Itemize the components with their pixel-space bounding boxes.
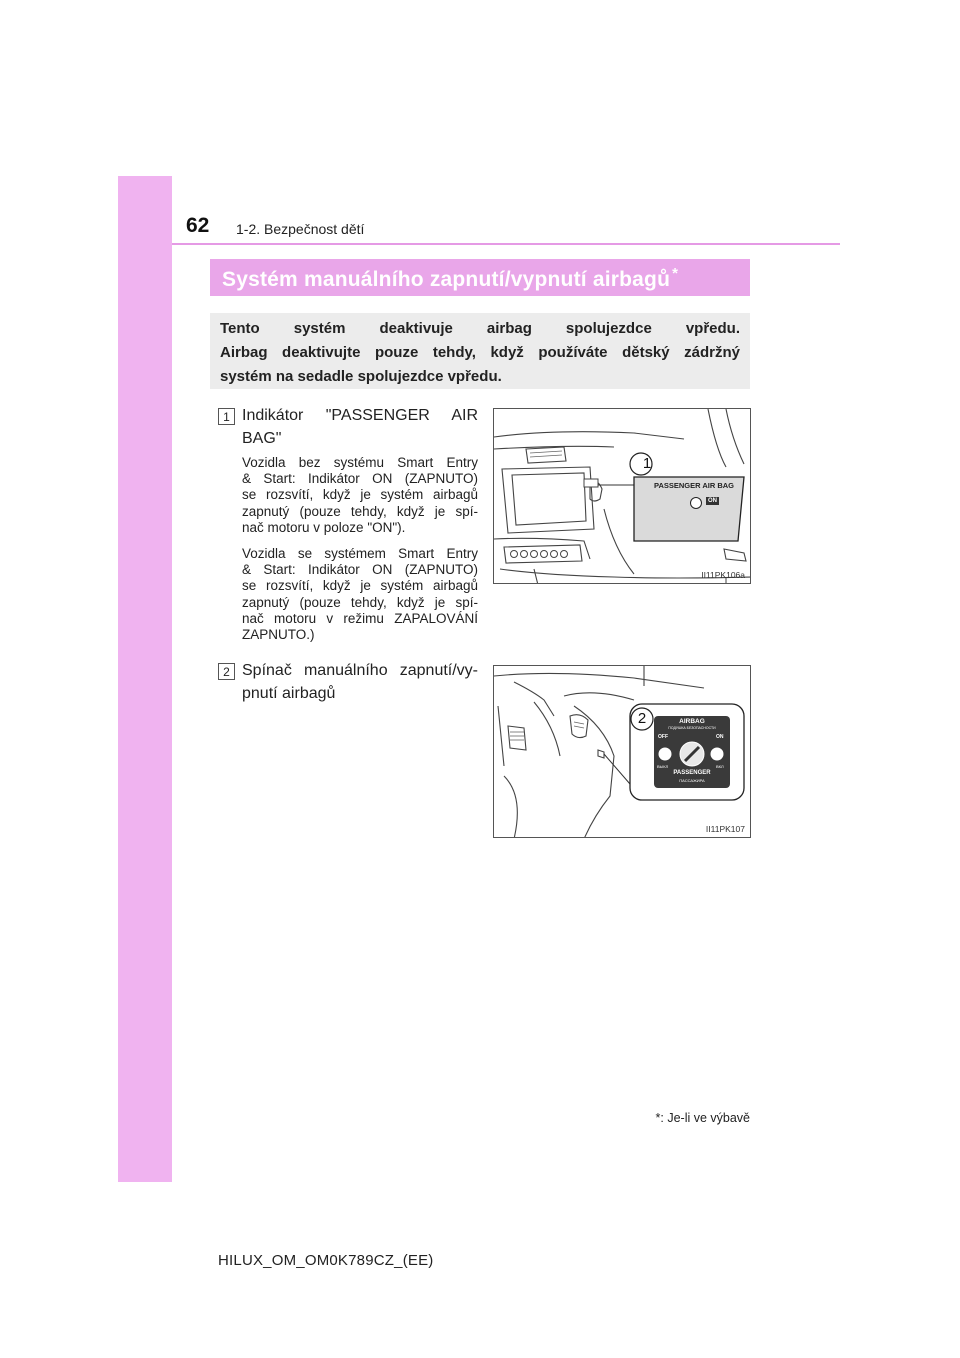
desc1-line: nač motoru v poloze "ON"). (242, 519, 406, 535)
desc1-line: Vozidla bez systému Smart Entry (242, 455, 478, 470)
desc1-line: zapnutý (pouze tehdy, když je spí- (242, 503, 478, 519)
intro-line-1: Tento systém deaktivuje airbag spolujezdce vpředu. (220, 320, 740, 337)
off-label: OFF (658, 734, 668, 740)
intro-line-3: systém na sedadle spolujezdce vpředu. (220, 368, 502, 385)
desc1-line: se rozsvítí, když je systém airbagů (242, 487, 478, 503)
desc2-line: zapnutý (pouze tehdy, když je spí- (242, 594, 478, 610)
airbag-switch-title: AIRBAG (679, 718, 705, 725)
item-number-1: 1 (218, 408, 235, 425)
intro-line-2: Airbag deaktivujte pouze tehdy, když používáte dětský zádržný (220, 344, 740, 361)
airbag-seat-icon (690, 497, 702, 509)
on-label-ru: ВКЛ (716, 764, 724, 769)
desc1-line: & Start: Indikátor ON (ZAPNUTO) (242, 471, 478, 487)
item-1-description-1 (242, 455, 478, 536)
figure-airbag-on-off-switch (493, 665, 751, 838)
passenger-airbag-label: PASSENGER AIR BAG (654, 481, 735, 490)
on-indicator: ON (708, 498, 717, 504)
figure-1-callout: 1 (642, 455, 652, 472)
passenger-label: PASSENGER (673, 770, 711, 776)
passenger-label-ru: ПАССАЖИРА (679, 778, 705, 783)
optional-equipment-mark: * (672, 265, 679, 282)
section-label: 1-2. Bezpečnost dětí (236, 221, 365, 237)
desc2-line: se rozsvítí, když je systém airbagů (242, 578, 478, 594)
figure-1-code: II11PK106a (701, 570, 745, 580)
off-label-ru: ВЫКЛ (657, 764, 669, 769)
desc2-line: ZAPNUTO.) (242, 627, 315, 643)
header-divider (172, 243, 840, 245)
figure-2-code: II11PK107 (705, 824, 745, 834)
desc2-line: & Start: Indikátor ON (ZAPNUTO) (242, 562, 478, 578)
chapter-sidebar-tab (118, 176, 172, 1182)
item-2-heading-line-1: Spínač manuálního zapnutí/vy- (242, 662, 478, 679)
desc2-line: nač motoru v režimu ZAPALOVÁNÍ (242, 610, 478, 626)
item-2-heading-line-2: pnutí airbagů (242, 685, 336, 702)
item-1-description-2 (242, 546, 478, 643)
footnote: *: Je-li ve výbavě (655, 1111, 750, 1125)
document-id: HILUX_OM_OM0K789CZ_(EE) (218, 1252, 434, 1269)
section-title-bar (210, 259, 750, 296)
on-label: ON (716, 734, 724, 740)
section-title-text: Systém manuálního zapnutí/vypnutí airbagů (222, 268, 671, 291)
page-number: 62 (186, 214, 210, 237)
item-number-2: 2 (218, 663, 235, 680)
item-1-heading-line-1: Indikátor "PASSENGER AIR (242, 407, 478, 424)
dashboard-illustration-2 (494, 666, 751, 838)
intro-box (210, 313, 750, 389)
section-title (222, 265, 678, 292)
item-2-heading (242, 659, 478, 705)
item-1-heading (242, 404, 478, 450)
airbag-switch-subtitle: ПОДУШКА БЕЗОПАСНОСТИ (668, 726, 716, 730)
figure-passenger-airbag-indicator (493, 408, 751, 584)
figure-2-callout: 2 (637, 710, 647, 727)
item-1-heading-line-2: BAG" (242, 430, 282, 447)
desc2-line: Vozidla se systémem Smart Entry (242, 546, 478, 561)
